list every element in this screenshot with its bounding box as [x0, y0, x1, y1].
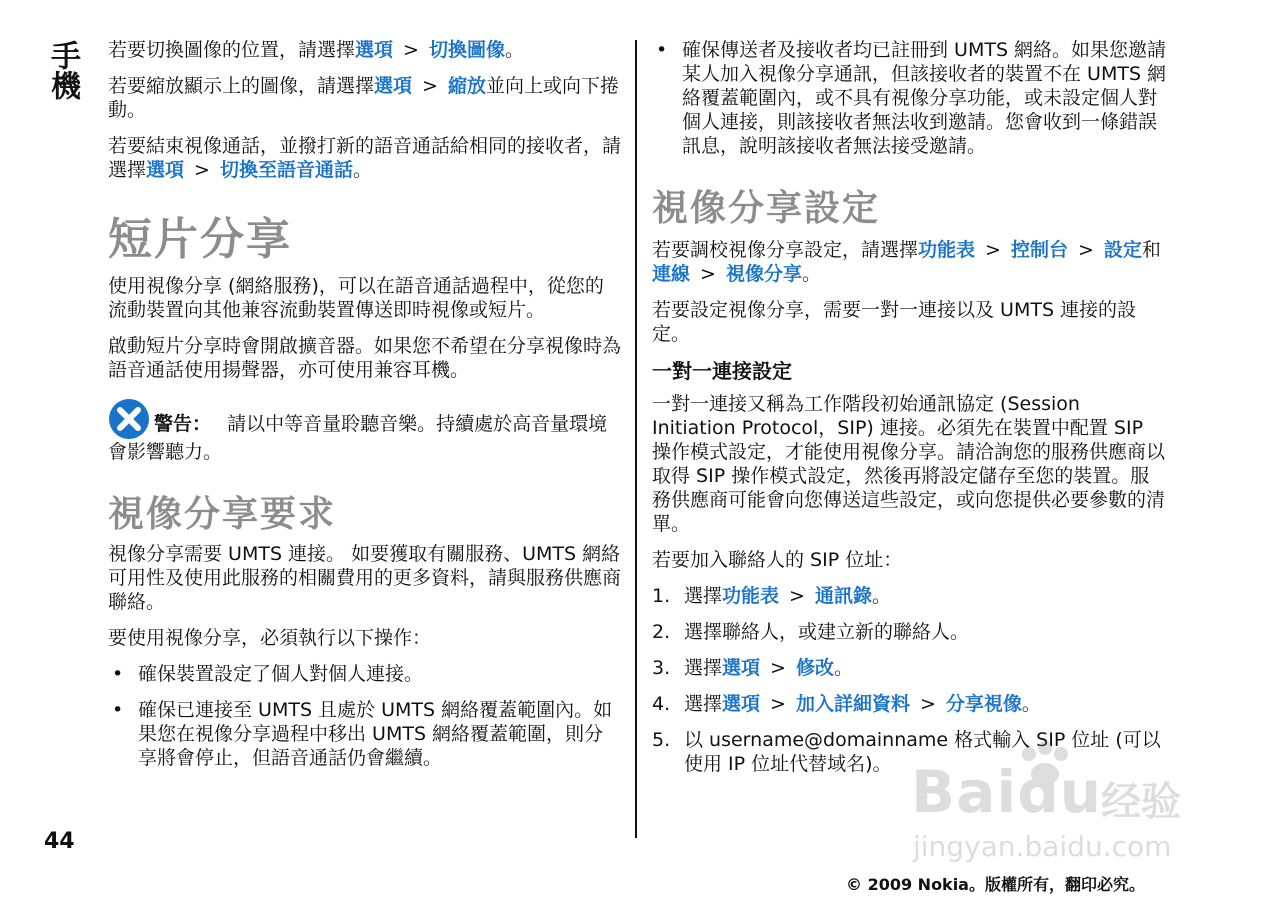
warning-icon	[108, 398, 150, 440]
link-options[interactable]: 選項	[146, 159, 185, 181]
link-menu[interactable]: 功能表	[722, 585, 780, 607]
heading-p2p-settings: 一對一連接設定	[652, 359, 792, 383]
step-item: 4. 選擇選項 > 加入詳細資料 > 分享視像。	[652, 693, 1041, 715]
link-contacts[interactable]: 通訊錄	[814, 585, 872, 607]
watermark-url: jingyan.baidu.com	[913, 830, 1172, 863]
link-control-panel[interactable]: 控制台	[1010, 239, 1068, 261]
requirements-list	[108, 662, 622, 770]
paragraph-umts-required: 視像分享需要 UMTS 連接。 如要獲取有關服務、UMTS 網絡可用性及使用此服務的相關費用的更多資料，請與服務供應商聯絡。	[108, 543, 622, 613]
paragraph-must-do: 要使用視像分享，必須執行以下操作：	[108, 627, 432, 649]
link-settings[interactable]: 設定	[1103, 239, 1142, 261]
watermark-logo: Baidu	[911, 758, 1103, 826]
list-item: • 確保傳送者及接收者均已註冊到 UMTS 網絡。如果您邀請某人加入視像分享通訊，但該接收者的裝置不在 UMTS 網絡覆蓋範圍內，或不具有視像分享功能，或未設定個人對個人連接，則該接收者無法收到邀請。您會收到一條錯誤訊息，說明該接收者無法接受邀請。	[652, 38, 1167, 158]
step-item: 2. 選擇聯絡人，或建立新的聯絡人。	[652, 621, 970, 643]
section-tab: 手機	[45, 40, 80, 100]
column-divider	[635, 40, 637, 838]
paragraph-speaker: 啟動短片分享時會開啟擴音器。如果您不希望在分享視像時為語音通話使用揚聲器，亦可使用兼容耳機。	[108, 335, 622, 381]
heading-video-sharing-settings: 視像分享設定	[652, 188, 881, 229]
copyright: © 2009 Nokia。版權所有，翻印必究。	[846, 875, 1145, 894]
link-menu[interactable]: 功能表	[918, 239, 976, 261]
link-switch-image[interactable]: 切換圖像	[428, 39, 505, 61]
watermark-cn: 经验	[1101, 779, 1181, 825]
list-item: • 確保已連接至 UMTS 且處於 UMTS 網絡覆蓋範圍內。如果您在視像分享過程中移出 UMTS 網絡覆蓋範圍，則分享將會停止，但語音通話仍會繼續。	[108, 698, 622, 770]
left-column	[108, 38, 622, 782]
list-item: • 確保裝置設定了個人對個人連接。	[108, 662, 622, 686]
step-item: 5. 以 username@domainname 格式輸入 SIP 位址 (可以使用 IP 位址代替域名)。	[652, 729, 1161, 775]
link-zoom[interactable]: 縮放	[447, 75, 486, 97]
paragraph-end-video-call: 若要結束視像通話，並撥打新的語音通話給相同的接收者，請選擇選項 > 切換至語音通話。	[108, 135, 622, 181]
paragraph-settings-path: 若要調校視像分享設定，請選擇功能表 > 控制台 > 設定和連線 > 視像分享。	[652, 239, 1161, 285]
heading-clip-sharing: 短片分享	[108, 214, 292, 265]
link-switch-to-voice[interactable]: 切換至語音通話	[219, 159, 353, 181]
paragraph-switch-image: 若要切換圖像的位置，請選擇選項 > 切換圖像。	[108, 39, 524, 61]
paragraph-settings-required: 若要設定視像分享，需要一對一連接以及 UMTS 連接的設定。	[652, 299, 1137, 345]
link-options[interactable]: 選項	[374, 75, 413, 97]
step-item: 3. 選擇選項 > 修改。	[652, 657, 853, 679]
requirements-list-continued	[652, 38, 1167, 158]
link-options[interactable]: 選項	[722, 657, 761, 679]
baidu-watermark	[905, 740, 1205, 870]
link-connection[interactable]: 連線	[652, 263, 691, 285]
paragraph-sip-description: 一對一連接又稱為工作階段初始通訊協定 (Session Initiation Protocol，SIP) 連接。必須先在裝置中配置 SIP 操作模式設定，才能使用視像分享。請洽詢您的服務供應商以取得 SIP 操作模式設定，然後再將設定儲存至您的裝置。服務供應商可能會向您傳送這些設定，或向您提供必要參數的清單。	[652, 393, 1166, 535]
warning-note	[108, 398, 622, 464]
page-number: 44	[44, 829, 75, 854]
warning-text: 請以中等音量聆聽音樂。持續處於高音量環境會影響聽力。	[108, 413, 608, 463]
link-add-detail[interactable]: 加入詳細資料	[795, 693, 910, 715]
link-video-sharing[interactable]: 視像分享	[725, 263, 802, 285]
step-item: 1. 選擇功能表 > 通訊錄。	[652, 585, 891, 607]
paragraph-video-sharing-intro: 使用視像分享 (網絡服務)，可以在語音通話過程中，從您的流動裝置向其他兼容流動裝置傳送即時視像或短片。	[108, 275, 604, 321]
link-share-video[interactable]: 分享視像	[945, 693, 1022, 715]
warning-label: 警告：	[154, 413, 212, 435]
link-edit[interactable]: 修改	[795, 657, 834, 679]
paragraph-zoom: 若要縮放顯示上的圖像，請選擇選項 > 縮放並向上或向下捲動。	[108, 75, 619, 121]
heading-video-sharing-requirements: 視像分享要求	[108, 494, 337, 535]
paragraph-add-sip: 若要加入聯絡人的 SIP 位址：	[652, 549, 903, 571]
link-options[interactable]: 選項	[355, 39, 394, 61]
right-column	[652, 38, 1167, 788]
link-options[interactable]: 選項	[722, 693, 761, 715]
